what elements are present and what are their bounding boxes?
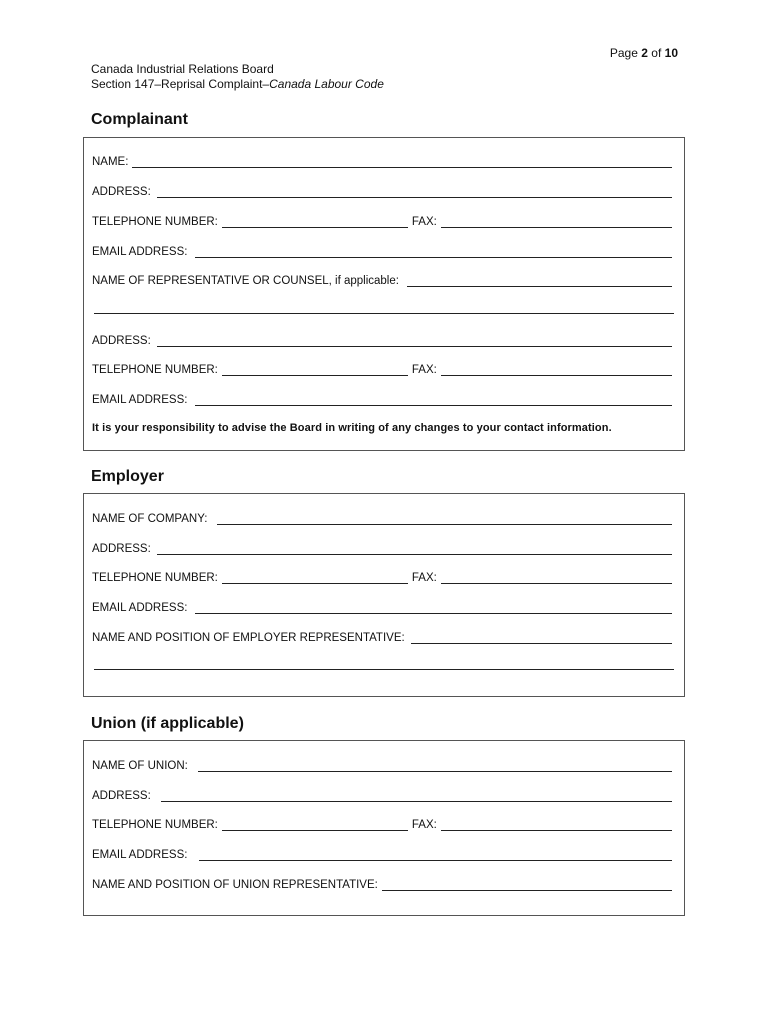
union-phone-field[interactable] <box>222 818 408 831</box>
complainant-box <box>83 137 685 451</box>
employer-address-row[interactable] <box>92 539 672 555</box>
employer-company-label: NAME OF COMPANY: <box>92 513 208 525</box>
union-title: Union (if applicable) <box>91 715 244 732</box>
complainant-representative-label: NAME OF REPRESENTATIVE OR COUNSEL, if applicable: <box>92 275 399 287</box>
representative-phone-field[interactable] <box>222 363 408 376</box>
complainant-email-row[interactable] <box>92 242 672 258</box>
complainant-name-field[interactable] <box>132 155 672 168</box>
representative-fax-label: FAX: <box>411 364 437 376</box>
employer-email-row[interactable] <box>92 598 672 614</box>
complainant-name-row[interactable] <box>92 152 672 168</box>
union-phone-label: TELEPHONE NUMBER: <box>92 819 218 831</box>
employer-email-label: EMAIL ADDRESS: <box>92 602 188 614</box>
employer-company-row[interactable] <box>92 509 672 525</box>
complainant-address-label: ADDRESS: <box>92 186 151 198</box>
union-email-field[interactable] <box>199 848 672 861</box>
page-number <box>610 46 678 60</box>
page-current: 2 <box>641 46 648 60</box>
employer-representative-extra-line[interactable] <box>94 669 674 670</box>
header-section-text: Section 147–Reprisal Complaint– <box>91 77 270 91</box>
complainant-address-field[interactable] <box>157 185 672 198</box>
complainant-fax-field[interactable] <box>441 215 672 228</box>
union-box <box>83 740 685 916</box>
employer-fax-field[interactable] <box>441 571 672 584</box>
page-total: 10 <box>664 46 678 60</box>
employer-fax-label: FAX: <box>411 572 437 584</box>
union-name-label: NAME OF UNION: <box>92 760 188 772</box>
complainant-email-label: EMAIL ADDRESS: <box>92 246 188 258</box>
complainant-phone-field[interactable] <box>222 215 408 228</box>
representative-phone-row[interactable] <box>92 360 672 376</box>
employer-phone-field[interactable] <box>222 571 408 584</box>
union-address-row[interactable] <box>92 786 672 802</box>
union-email-row[interactable] <box>92 845 672 861</box>
page-label: Page <box>609 46 638 60</box>
union-fax-label: FAX: <box>411 819 437 831</box>
union-representative-label: NAME AND POSITION OF UNION REPRESENTATIVE: <box>92 879 378 891</box>
representative-address-row[interactable] <box>92 331 672 347</box>
representative-phone-label: TELEPHONE NUMBER: <box>92 364 218 376</box>
employer-representative-row[interactable] <box>92 628 672 644</box>
document-header <box>91 62 384 92</box>
employer-title: Employer <box>91 468 164 485</box>
header-section <box>91 77 384 92</box>
employer-phone-label: TELEPHONE NUMBER: <box>92 572 218 584</box>
employer-address-field[interactable] <box>157 542 672 555</box>
header-organization: Canada Industrial Relations Board <box>91 62 274 76</box>
contact-change-notice: It is your responsibility to advise the Board in writing of any changes to your contact information. <box>92 422 612 434</box>
page-of: of <box>651 46 662 60</box>
complainant-address-row[interactable] <box>92 182 672 198</box>
union-email-label: EMAIL ADDRESS: <box>92 849 188 861</box>
union-address-label: ADDRESS: <box>92 790 151 802</box>
representative-email-label: EMAIL ADDRESS: <box>92 394 188 406</box>
complainant-representative-field[interactable] <box>407 274 672 287</box>
representative-fax-field[interactable] <box>441 363 672 376</box>
complainant-representative-extra-line[interactable] <box>94 313 674 314</box>
employer-representative-field[interactable] <box>411 631 672 644</box>
header-code: Canada Labour Code <box>269 77 384 91</box>
employer-phone-row[interactable] <box>92 568 672 584</box>
complainant-fax-label: FAX: <box>411 216 437 228</box>
representative-email-row[interactable] <box>92 390 672 406</box>
representative-address-label: ADDRESS: <box>92 335 151 347</box>
union-name-field[interactable] <box>198 759 672 772</box>
employer-email-field[interactable] <box>195 601 672 614</box>
complainant-phone-row[interactable] <box>92 212 672 228</box>
union-name-row[interactable] <box>92 756 672 772</box>
union-phone-row[interactable] <box>92 815 672 831</box>
complainant-email-field[interactable] <box>195 245 672 258</box>
complainant-representative-row[interactable] <box>92 271 672 287</box>
employer-address-label: ADDRESS: <box>92 543 151 555</box>
representative-address-field[interactable] <box>157 334 672 347</box>
complainant-title: Complainant <box>91 111 188 128</box>
union-representative-row[interactable] <box>92 875 672 891</box>
complainant-phone-label: TELEPHONE NUMBER: <box>92 216 218 228</box>
complainant-name-label: NAME: <box>92 156 129 168</box>
employer-representative-label: NAME AND POSITION OF EMPLOYER REPRESENTATIVE: <box>92 632 405 644</box>
employer-box <box>83 493 685 697</box>
representative-email-field[interactable] <box>195 393 672 406</box>
union-fax-field[interactable] <box>441 818 672 831</box>
employer-company-field[interactable] <box>217 512 672 525</box>
union-representative-field[interactable] <box>382 878 672 891</box>
union-address-field[interactable] <box>161 789 672 802</box>
